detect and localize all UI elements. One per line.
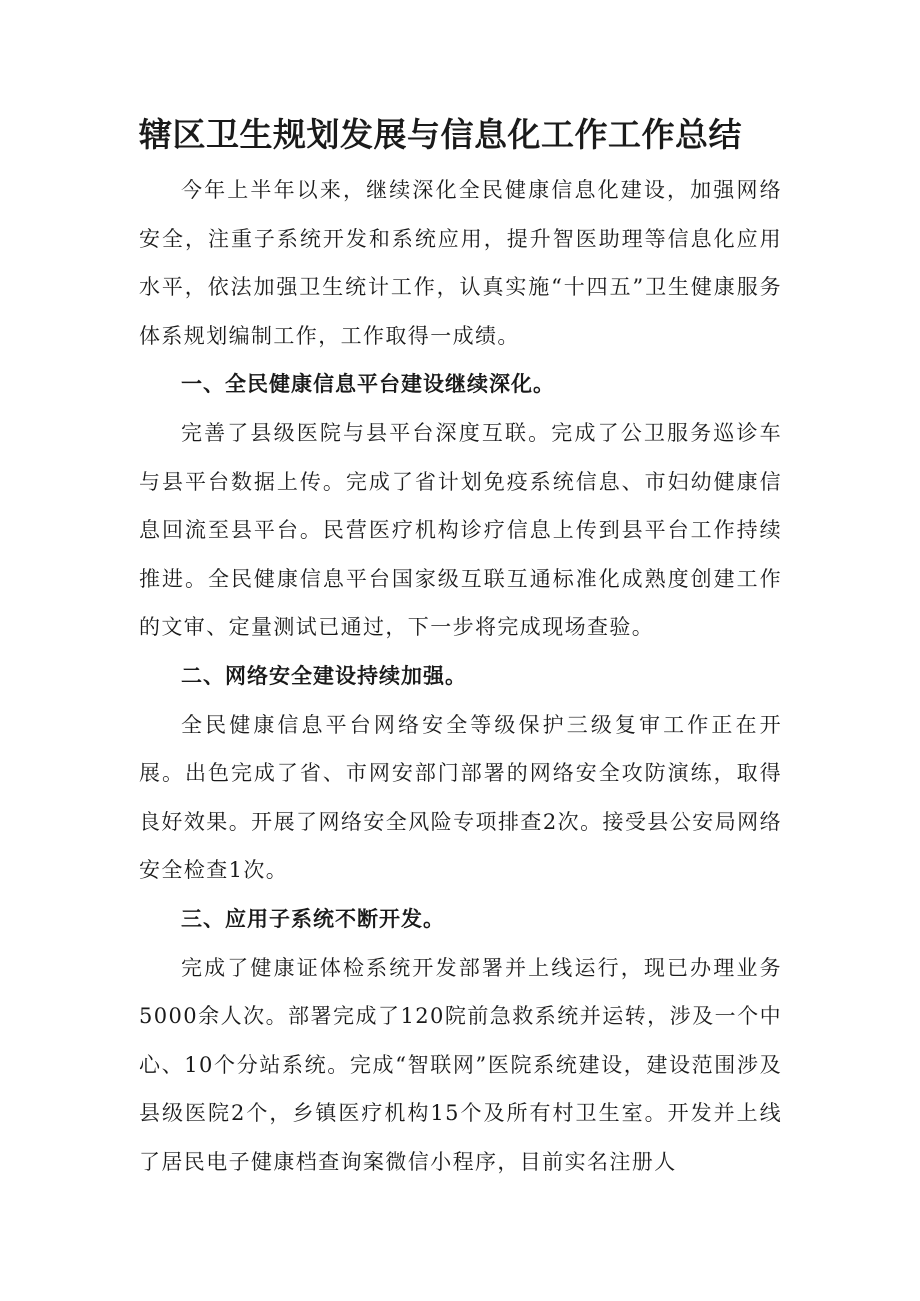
intro-paragraph: 今年上半年以来，继续深化全民健康信息化建设，加强网络安全，注重子系统开发和系统应用，提升智医助理等信息化应用水平，依法加强卫生统计工作，认真实施“十四五”卫生健康服务体系规划编制工作，工作取得一成绩。 — [139, 178, 782, 348]
section-2-paragraph: 全民健康信息平台网络安全等级保护三级复审工作正在开展。出色完成了省、市网安部门部署的网络安全攻防演练，取得良好效果。开展了网络安全风险专项排查2次。接受县公安局网络安全检查1次。 — [139, 712, 782, 883]
section-1-heading: 一、全民健康信息平台建设继续深化。 — [181, 372, 555, 397]
section-1-paragraph: 完善了县级医院与县平台深度互联。完成了公卫服务巡诊车与县平台数据上传。完成了省计划免疫系统信息、市妇幼健康信息回流至县平台。民营医疗机构诊疗信息上传到县平台工作持续推进。全民健康信息平台国家级互联互通标准化成熟度创建工作的文审、定量测试已通过，下一步将完成现场查验。 — [139, 420, 782, 640]
document-body — [139, 166, 782, 1186]
document-title: 辖区卫生规划发展与信息化工作工作总结 — [139, 115, 742, 154]
section-3-paragraph: 完成了健康证体检系统开发部署并上线运行，现已办理业务5000余人次。部署完成了120院前急救系统并运转，涉及一个中心、10个分站系统。完成“智联网”医院系统建设，建设范围涉及县级医院2个，乡镇医疗机构15个及所有村卫生室。开发并上线了居民电子健康档查询案微信小程序，目前实名注册人 — [139, 955, 782, 1174]
section-3-heading: 三、应用子系统不断开发。 — [181, 906, 445, 931]
section-2-heading: 二、网络安全建设持续加强。 — [181, 663, 467, 688]
